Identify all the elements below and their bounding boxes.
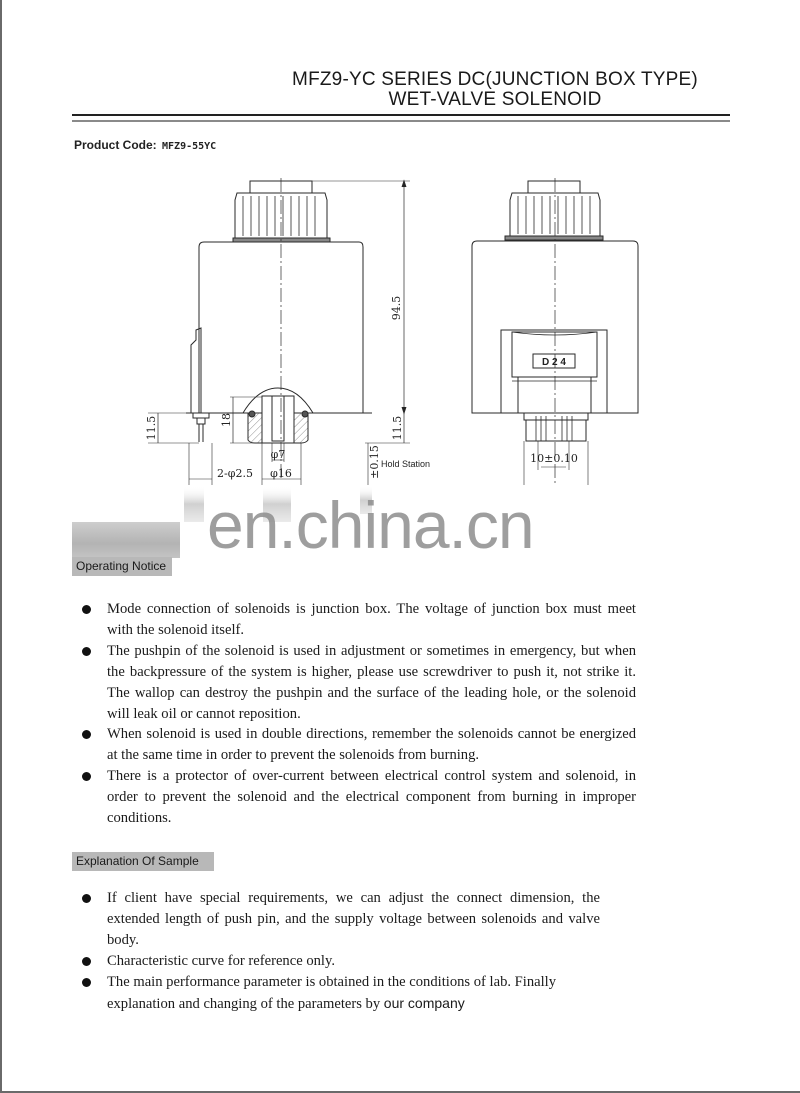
dim-bore-diameter: φ7: [270, 448, 286, 461]
dim-thread-diameter: φ16: [270, 467, 292, 480]
product-code-value: MFZ9-55YC: [162, 141, 217, 152]
voltage-label-plate: D 2 4: [542, 357, 566, 368]
list-item: Mode connection of solenoids is junction box. The voltage of junction box must meet with the solenoid itself.: [80, 599, 636, 641]
list-item: If client have special requirements, we can adjust the connect dimension, the extended length of push pin, and the supply voltage between solenoids and valve body.: [80, 888, 600, 951]
hold-station-annotation: Hold Station: [381, 459, 431, 469]
bullet-icon: [82, 605, 91, 614]
bullet-icon: [82, 772, 91, 781]
product-code-label: Product Code:: [74, 138, 157, 152]
operating-notice-list: [80, 599, 636, 829]
bullet-icon: [82, 730, 91, 739]
watermark: en.china.cn: [207, 488, 534, 562]
bullet-icon: [82, 978, 91, 987]
explanation-of-sample-heading: Explanation Of Sample: [72, 852, 214, 871]
operating-notice-heading: Operating Notice: [72, 557, 172, 576]
company-tail: our company: [383, 994, 465, 1011]
bullet-icon: [82, 894, 91, 903]
dim-pin-spacing: 10±0.10: [530, 452, 578, 465]
dim-left-pin-height: 11.5: [145, 415, 158, 441]
list-item: Characteristic curve for reference only.: [80, 951, 600, 972]
title-line-2: WET-VALVE SOLENOID: [388, 89, 602, 110]
dim-overall-height: 94.5: [390, 295, 403, 321]
list-item: When solenoid is used in double directions, remember the solenoids cannot be energized at the same time in order to prevent the solenoids from burning.: [80, 724, 636, 766]
dim-thread-length: 18: [220, 413, 233, 427]
bullet-icon: [82, 957, 91, 966]
list-item: The pushpin of the solenoid is used in adjustment or sometimes in emergency, but when the backpressure of the system is higher, please use screwdriver to push it, not strike it. The wallop can destroy the pushpin and the surface of the leading hole, or the solenoid will leak oil or cannot reposition.: [80, 641, 636, 725]
list-item: The main performance parameter is obtained in the conditions of lab. Finally explanation and changing of the parameters by our company: [80, 972, 600, 1015]
dim-right-height: 11.5: [391, 415, 404, 441]
explanation-of-sample-list: [80, 888, 600, 1014]
bullet-icon: [82, 647, 91, 656]
dim-pin-diameter: 2-φ2.5: [217, 467, 253, 480]
operating-notice-blur: [72, 522, 180, 558]
dim-tolerance: ±0.15: [368, 445, 381, 479]
list-item: There is a protector of over-current between electrical control system and solenoid, in order to prevent the solenoid and the electrical component from burning in improper conditions.: [80, 766, 636, 829]
title-line-1: MFZ9-YC SERIES DC(JUNCTION BOX TYPE): [292, 69, 698, 90]
